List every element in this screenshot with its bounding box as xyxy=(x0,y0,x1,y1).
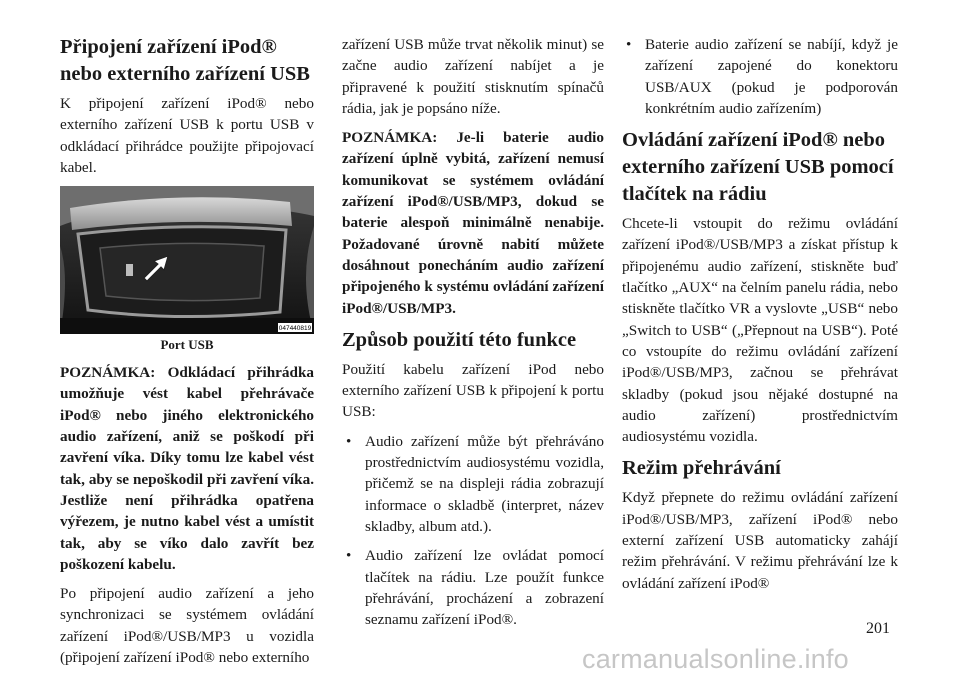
usage-bullet-list xyxy=(342,431,604,631)
section-heading-usage: Způsob použití této funkce xyxy=(342,328,577,351)
paragraph-charging: zařízení USB může trvat několik minut) se začne audio zařízení nabíjet a je připravené k použití stisknutím spínačů rádia, jak je popsáno níže. xyxy=(342,36,604,117)
section-heading-ipod-connection: Připojení zařízení iPod® nebo externího zařízení USB xyxy=(60,36,310,85)
column-middle xyxy=(342,34,604,638)
paragraph-usage-intro: Použití kabelu zařízení iPod nebo externího zařízení USB k připojení k portu USB: xyxy=(342,360,604,421)
column-right xyxy=(622,34,898,602)
photo-caption: Port USB xyxy=(160,337,214,353)
section-heading-radio-control: Ovládání zařízení iPod® nebo externího zařízení USB pomocí tlačítek na rádiu xyxy=(622,129,894,206)
column-left xyxy=(60,34,314,676)
paragraph-enter-mode: Chcete-li vstoupit do režimu ovládání zařízení iPod®/USB/MP3 a získat přístup k připojenému audio zařízení, stiskněte buď tlačítko „AUX“ na čelním panelu rádia, nebo stiskněte tlačítko VR a vyslovte „USB“ nebo „Switch to USB“ („Přepnout na USB“). Poté co vstoupíte do režimu ovládání zařízení iPod®/USB/MP3, začnou se přehrávat skladby (pokud jsou nějaké dostupné na audio zařízení) prostřednictvím audiosystému vozidla. xyxy=(622,215,898,446)
note-storage-compartment: POZNÁMKA: Odkládací přihrádka umožňuje vést kabel přehrávače iPod® nebo jiného elektronického audio zařízení, aniž se poškodí při zavření víka. Díky tomu lze kabel vést tak, aby se nepoškodil při zavření víka. Jestliže není přihrádka opatřena výřezem, je nutno kabel vést a umístit tak, aby se víko dalo zavřít bez poškození kabelu. xyxy=(60,364,314,573)
list-item: • Baterie audio zařízení se nabíjí, když je zařízení zapojené do konektoru USB/AUX (pokud je podporován konkrétním audio zařízením) xyxy=(622,34,898,119)
charging-bullet-list xyxy=(622,34,898,119)
usb-port-photo xyxy=(60,186,314,334)
paragraph-play-mode: Když přepnete do režimu ovládání zařízení iPod®/USB/MP3, zařízení iPod® nebo externí zařízení USB automaticky zahájí režim přehrávání. V režimu přehrávání lze k ovládání zařízení iPod® xyxy=(622,489,898,592)
list-item: • Audio zařízení může být přehráváno prostřednictvím audiosystému vozidla, přičemž se na displeji rádia zobrazují informace o skladbě (interpret, název skladby, album atd.). xyxy=(342,431,604,537)
section-heading-play-mode: Režim přehrávání xyxy=(622,457,781,480)
paragraph-connect-cable: K připojení zařízení iPod® nebo externího zařízení USB k portu USB v odkládací přihrádce použijte připojovací kabel. xyxy=(60,95,314,176)
list-item: • Audio zařízení lze ovládat pomocí tlačítek na rádiu. Lze použít funkce přehrávání, procházení a zobrazení seznamu zařízení iPod®. xyxy=(342,545,604,630)
page-number: 201 xyxy=(866,620,890,637)
watermark: carmanualsonline.info xyxy=(582,644,849,674)
paragraph-sync: Po připojení audio zařízení a jeho synchronizaci se systémem ovládání zařízení iPod®/USB/MP3 u vozidla (připojení zařízení iPod® nebo externího xyxy=(60,585,314,667)
note-battery: POZNÁMKA: Je-li baterie audio zařízení úplně vybitá, zařízení nemusí komunikovat se systémem ovládání zařízení iPod®/USB/MP3, dokud se baterie alespoň minimálně nenabije. Požadované úrovně nabití můžete dosáhnout ponecháním audio zařízení připojeného k systému ovládání zařízení iPod®/USB/MP3. xyxy=(342,129,604,317)
image-code-label: 047440819 xyxy=(278,325,312,333)
